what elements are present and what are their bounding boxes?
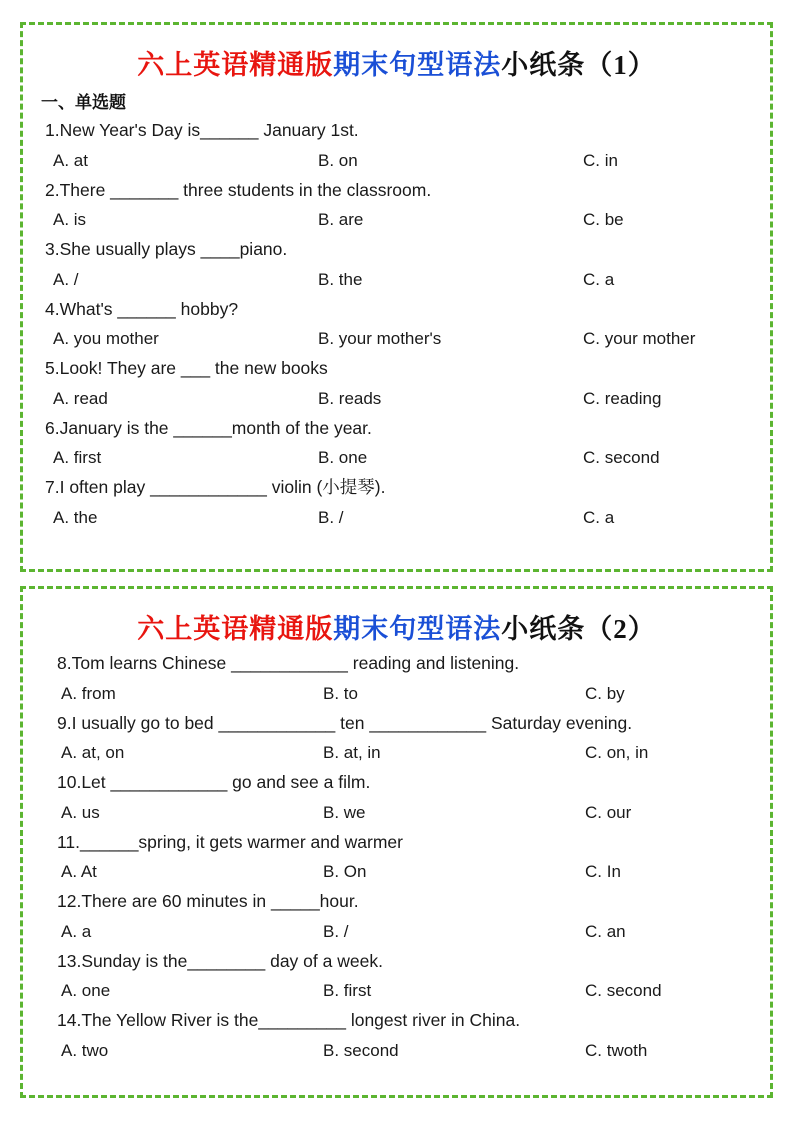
title-part-red: 六上英语精通版: [137, 614, 334, 644]
option-a[interactable]: A. you mother: [53, 329, 159, 349]
question-text: 1.New Year's Day is______ January 1st.: [45, 120, 359, 140]
option-a[interactable]: A. the: [53, 508, 98, 527]
question-options: [61, 861, 754, 884]
question-options: [61, 742, 754, 765]
option-b[interactable]: B. reads: [318, 388, 382, 408]
title-part-blue: 期末句型语法: [333, 50, 502, 80]
question-options: [53, 328, 754, 351]
option-c[interactable]: C. a: [583, 269, 615, 289]
option-c[interactable]: C. our: [585, 802, 632, 822]
option-c[interactable]: C. second: [583, 448, 660, 468]
question-text: 9.I usually go to bed ____________ ten ____________ Saturday evening.: [57, 712, 633, 733]
option-c[interactable]: C. In: [585, 862, 621, 882]
option-a[interactable]: A. at: [53, 150, 88, 170]
title-part-black: 小纸条（1）: [501, 50, 656, 80]
title-part-blue: 期末句型语法: [333, 614, 502, 644]
option-a[interactable]: A. from: [61, 683, 116, 703]
option-a[interactable]: A. At: [61, 862, 97, 882]
question-text: 2.There _______ three students in the classroom.: [45, 179, 432, 200]
question-text: 11.______spring, it gets warmer and warmer: [57, 831, 403, 852]
question-text: 14.The Yellow River is the_________ longest river in China.: [57, 1010, 521, 1031]
question-options: [61, 683, 754, 706]
option-c[interactable]: C. on, in: [585, 743, 649, 763]
option-a[interactable]: A. /: [53, 269, 79, 289]
card-2-title: [39, 607, 754, 646]
worksheet-card-1: [20, 22, 773, 572]
question-options: [61, 802, 754, 825]
option-c[interactable]: C. an: [585, 921, 626, 941]
option-b[interactable]: B. On: [323, 862, 367, 882]
option-b[interactable]: B. one: [318, 448, 368, 468]
option-c[interactable]: C. twoth: [585, 1041, 648, 1060]
option-a[interactable]: A. is: [53, 210, 87, 230]
option-b[interactable]: B. first: [323, 981, 372, 1001]
option-c[interactable]: C. in: [583, 150, 618, 170]
question-options: [61, 1040, 754, 1063]
question-text: 12.There are 60 minutes in _____hour.: [57, 891, 359, 912]
question-options: [53, 388, 754, 411]
option-a[interactable]: A. a: [61, 921, 92, 941]
title-part-red: 六上英语精通版: [137, 50, 334, 80]
option-c[interactable]: C. your mother: [583, 329, 696, 349]
option-a[interactable]: A. us: [61, 802, 100, 822]
option-a[interactable]: A. read: [53, 388, 108, 408]
question-options: [53, 507, 754, 530]
option-b[interactable]: B. the: [318, 269, 363, 289]
option-a[interactable]: A. one: [61, 981, 111, 1001]
question-options: [53, 269, 754, 292]
question-text: 7.I often play ____________ violin (小提琴).: [45, 477, 386, 498]
option-c[interactable]: C. a: [583, 508, 615, 527]
option-b[interactable]: B. second: [323, 1041, 399, 1060]
option-b[interactable]: B. your mother's: [318, 329, 442, 349]
question-options: [53, 150, 754, 173]
option-b[interactable]: B. /: [318, 508, 344, 527]
question-options: [53, 209, 754, 232]
question-text: 10.Let ____________ go and see a film.: [57, 772, 371, 793]
option-c[interactable]: C. by: [585, 683, 625, 703]
card-1-title: [39, 43, 754, 82]
question-text: 8.Tom learns Chinese ____________ reading and listening.: [57, 653, 520, 673]
option-b[interactable]: B. at, in: [323, 743, 381, 763]
option-c[interactable]: C. second: [585, 981, 662, 1001]
question-text: 13.Sunday is the________ day of a week.: [57, 950, 383, 971]
option-b[interactable]: B. are: [318, 210, 364, 230]
question-text: 6.January is the ______month of the year.: [45, 417, 372, 438]
option-b[interactable]: B. /: [323, 921, 349, 941]
option-a[interactable]: A. first: [53, 448, 102, 468]
option-a[interactable]: A. two: [61, 1041, 109, 1060]
section-label-multiple-choice: 一、单选题: [41, 93, 126, 112]
option-b[interactable]: B. on: [318, 150, 358, 170]
option-c[interactable]: C. reading: [583, 388, 662, 408]
option-a[interactable]: A. at, on: [61, 743, 125, 763]
question-text: 5.Look! They are ___ the new books: [45, 358, 328, 379]
option-c[interactable]: C. be: [583, 210, 624, 230]
question-options: [61, 921, 754, 944]
option-b[interactable]: B. we: [323, 802, 366, 822]
worksheet-card-2: [20, 586, 773, 1098]
question-options: [61, 980, 754, 1003]
title-part-black: 小纸条（2）: [501, 614, 656, 644]
question-options: [53, 447, 754, 470]
question-text: 4.What's ______ hobby?: [45, 298, 239, 319]
option-b[interactable]: B. to: [323, 683, 358, 703]
question-text: 3.She usually plays ____piano.: [45, 239, 288, 260]
